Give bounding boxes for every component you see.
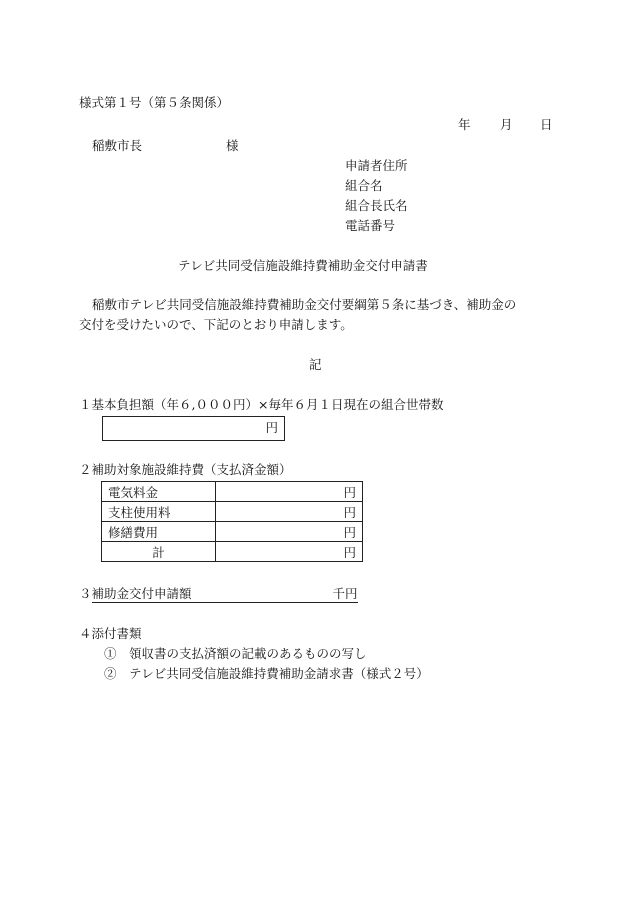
addressee-name: 稲敷市長 — [92, 138, 143, 153]
maintenance-cost-table — [101, 481, 363, 562]
section3-number: ３ — [79, 586, 92, 601]
body-line-2: 交付を受けたいので、下記のとおり申請します。 — [79, 317, 353, 332]
table-row — [102, 482, 363, 502]
row-unit: 円 — [216, 502, 363, 522]
attachment-item-2: ② テレビ共同受信施設維持費補助金請求書（様式２号） — [104, 666, 429, 681]
section1-heading: １基本負担額（年６,０００円）×毎年６月１日現在の組合世帯数 — [79, 397, 444, 412]
addressee-honorific: 様 — [226, 138, 239, 153]
applicant-address-label: 申請者住所 — [345, 158, 408, 173]
row-label-repair: 修繕費用 — [102, 522, 216, 542]
applicant-leader-label: 組合長氏名 — [345, 198, 408, 213]
date-month: 月 — [500, 117, 513, 132]
row-label-total: 計 — [102, 542, 216, 562]
date-year: 年 — [458, 117, 471, 132]
section4-heading: ４添付書類 — [79, 626, 142, 641]
row-unit: 円 — [216, 522, 363, 542]
applicant-union-label: 組合名 — [345, 178, 383, 193]
section3 — [79, 586, 358, 603]
form-number: 様式第１号（第５条関係） — [79, 95, 230, 110]
section3-unit: 千円 — [332, 586, 358, 601]
section1-unit: 円 — [265, 420, 278, 435]
section3-label: 補助金交付申請額 — [91, 586, 192, 601]
row-label-electricity: 電気料金 — [102, 482, 216, 502]
document-title: テレビ共同受信施設維持費補助金交付申請書 — [178, 258, 428, 273]
section2-heading: ２補助対象施設維持費（支払済金額） — [79, 462, 292, 477]
table-row — [102, 542, 363, 562]
applicant-phone-label: 電話番号 — [345, 218, 396, 233]
row-unit: 円 — [216, 482, 363, 502]
date-day: 日 — [540, 117, 553, 132]
section1-amount-box — [102, 416, 285, 441]
ki-heading: 記 — [309, 357, 322, 372]
table-row — [102, 522, 363, 542]
body-line-1: 稲敷市テレビ共同受信施設維持費補助金交付要綱第５条に基づき、補助金の — [92, 297, 517, 312]
row-unit: 円 — [216, 542, 363, 562]
attachment-item-1: ① 領収書の支払済額の記載のあるものの写し — [104, 646, 367, 661]
table-row — [102, 502, 363, 522]
section3-amount-line — [92, 586, 358, 603]
row-label-pole-fee: 支柱使用料 — [102, 502, 216, 522]
